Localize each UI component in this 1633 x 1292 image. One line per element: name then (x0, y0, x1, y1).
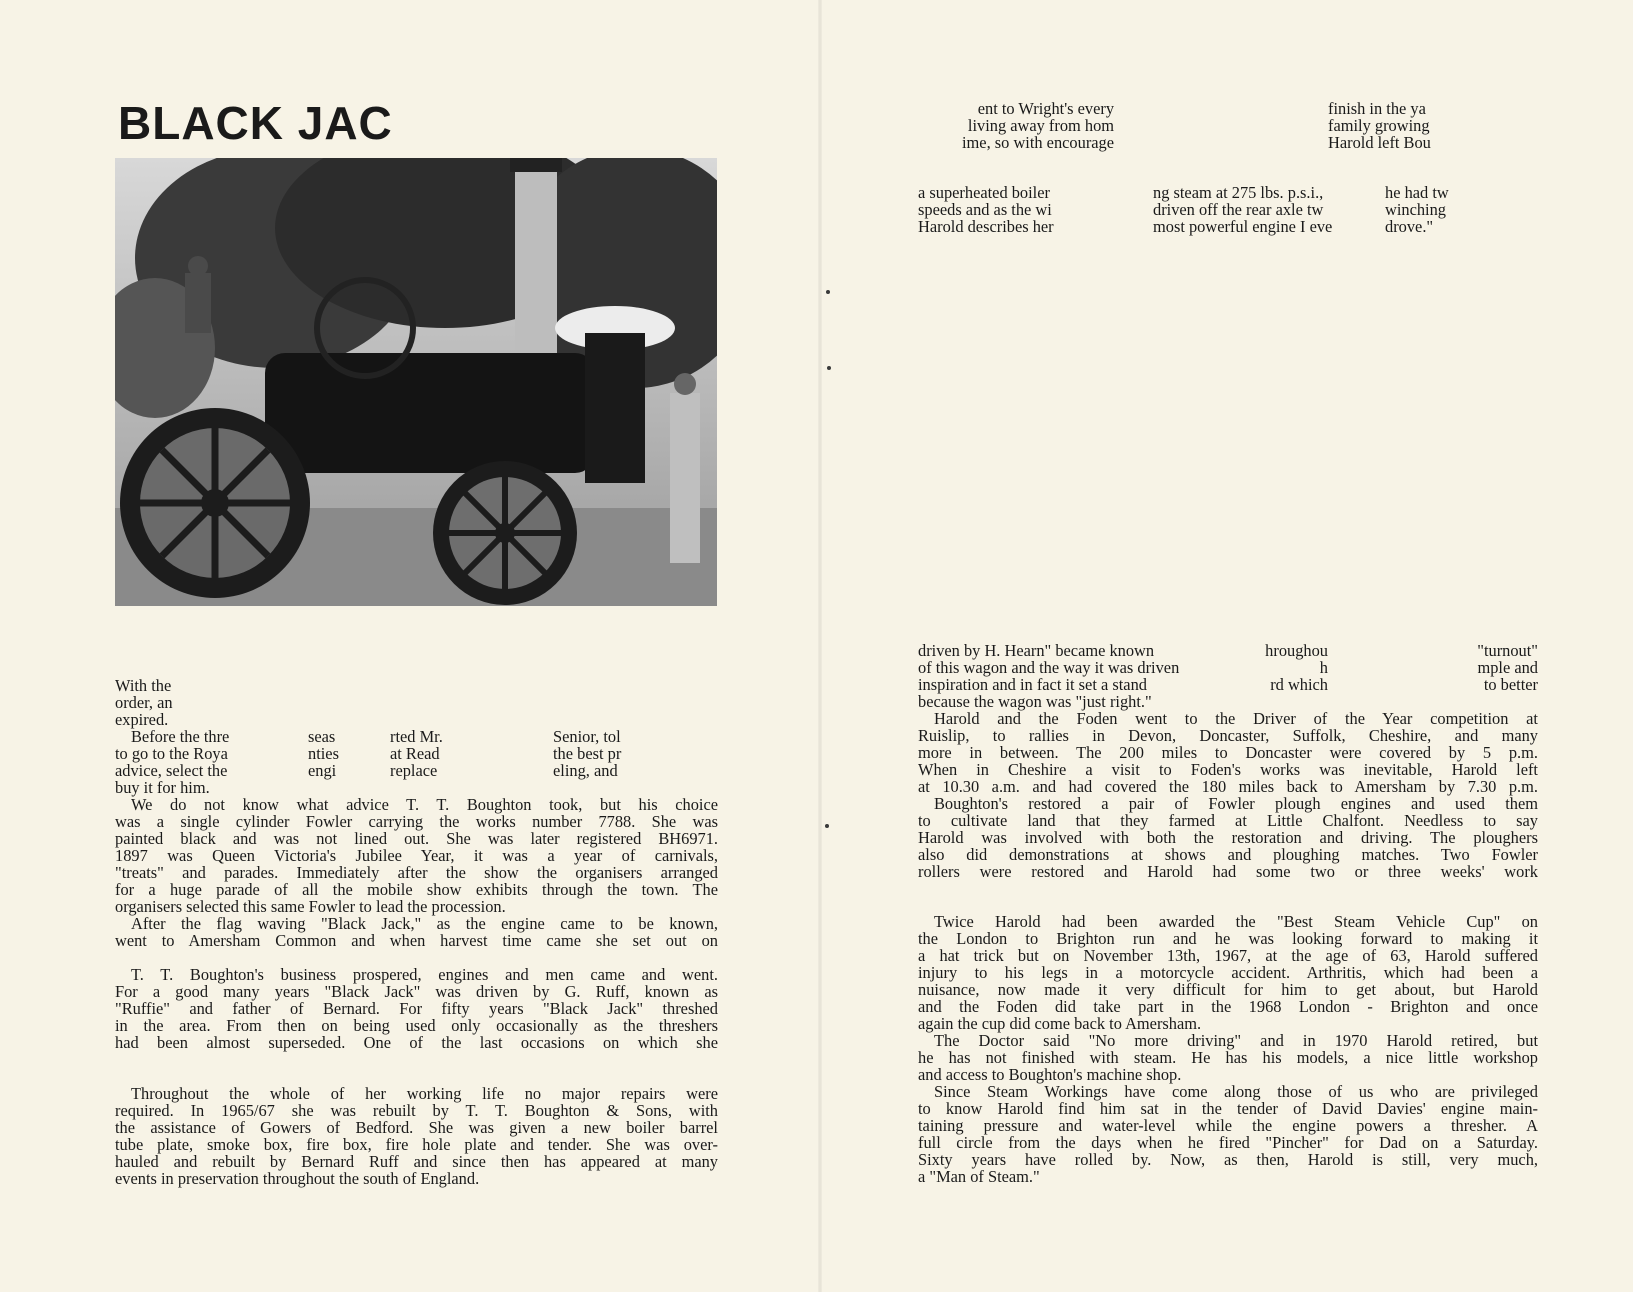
text-line: of this wagon and the way it was driven (918, 658, 1180, 677)
text-line: he has not finished with steam. He has his models, a nice little workshop (918, 1048, 1538, 1067)
intro-column-3 (390, 728, 443, 779)
text-line: rted Mr. (390, 727, 443, 746)
text-line: speeds and as the wi (918, 200, 1052, 219)
text-line: because the wagon was "just right." (918, 692, 1152, 711)
paragraph-advice (115, 796, 718, 949)
text-line: events in preservation throughout the south of England. (115, 1169, 480, 1188)
text-line: replace (390, 761, 438, 780)
text-line: nuisance, now made it very difficult for him to get about, but Harold (918, 980, 1538, 999)
text-line: Ruislip, to rallies in Devon, Doncaster, Suffolk, Cheshire, and many (918, 726, 1538, 745)
text-line: a "Man of Steam." (918, 1167, 1040, 1186)
top-fragment-c (918, 184, 1054, 235)
text-line: most powerful engine I eve (1153, 217, 1333, 236)
text-line: the London to Brighton run and he was looking forward to making it (918, 929, 1538, 948)
text-line: living away from hom (967, 116, 1115, 135)
text-line: a superheated boiler (918, 183, 1050, 202)
text-line: full circle from the days when he fired "Pincher" for Dad on a Saturday. (918, 1133, 1538, 1152)
text-line: driven by H. Hearn" became known (918, 641, 1155, 660)
text-line: We do not know what advice T. T. Boughton took, but his choice (131, 795, 718, 814)
text-line: hroughou (1265, 641, 1328, 660)
text-line: Throughout the whole of her working life no major repairs were (131, 1084, 718, 1103)
paragraph-cup (918, 913, 1538, 1185)
mid-fragment-b (1233, 642, 1328, 693)
text-line: h (1319, 658, 1328, 677)
text-line: finish in the ya (1328, 99, 1426, 118)
text-line: rollers were restored and Harold had some two or three weeks' work (918, 862, 1538, 881)
text-line: at Read (390, 744, 440, 763)
text-line: rd which (1270, 675, 1328, 694)
photo-image (115, 158, 717, 606)
text-line: Senior, tol (553, 727, 621, 746)
text-line: ime, so with encourage (962, 133, 1115, 152)
text-line: painted black and was not lined out. She was later registered BH6971. (115, 829, 718, 848)
text-line: organisers selected this same Fowler to lead the procession. (115, 897, 506, 916)
text-line: Harold was involved with both the restoration and driving. The ploughers (918, 828, 1538, 847)
text-line: tube plate, smoke box, fire box, fire hole plate and tender. She was over- (115, 1135, 718, 1154)
text-line: Twice Harold had been awarded the "Best Steam Vehicle Cup" on (934, 912, 1538, 931)
text-line: engi (308, 761, 337, 780)
text-line: winching (1385, 200, 1447, 219)
text-line: to better (1483, 675, 1538, 694)
text-line: a hat trick but on November 13th, 1967, at the age of 63, Harold suffered (918, 946, 1538, 965)
text-line: he had tw (1385, 183, 1449, 202)
text-line: and access to Boughton's machine shop. (918, 1065, 1182, 1084)
text-line: driven off the rear axle tw (1153, 200, 1324, 219)
text-line: to go to the Roya (115, 744, 228, 763)
text-line: the assistance of Gowers of Bedford. She was given a new boiler barrel (115, 1118, 718, 1137)
intro-column-4 (553, 728, 621, 779)
text-line: inspiration and in fact it set a stand (918, 675, 1147, 694)
text-line: buy it for him. (115, 778, 210, 797)
text-line: "Ruffie" and father of Bernard. For fifty years "Black Jack" threshed (115, 999, 718, 1018)
text-line: injury to his legs in a motorcycle accident. Arthritis, which had been a (918, 963, 1538, 982)
article-title: BLACK JAC (118, 97, 393, 149)
text-line: drove." (1385, 217, 1434, 236)
text-line: Before the thre (131, 727, 230, 746)
text-line: Harold describes her (918, 217, 1054, 236)
text-line: and the Foden did take part in the 1968 London - Brighton and once (918, 997, 1538, 1016)
text-line: 1897 was Queen Victoria's Jubilee Year, it was a year of carnivals, (115, 846, 718, 865)
text-line: the best pr (553, 744, 622, 763)
right-page (820, 0, 1633, 1292)
top-fragment-d (1153, 184, 1332, 235)
text-line: order, an (115, 693, 173, 712)
text-line: required. In 1965/67 she was rebuilt by T. T. Boughton & Sons, with (115, 1101, 718, 1120)
text-line: for a huge parade of all the mobile show exhibits through the town. The (115, 880, 718, 899)
mid-fragment-c (1420, 642, 1538, 693)
text-line: again the cup did come back to Amersham. (918, 1014, 1202, 1033)
text-line: With the (115, 676, 172, 695)
paragraph-repairs (115, 1085, 718, 1187)
text-line: was a single cylinder Fowler carrying the works number 7788. She was (115, 812, 718, 831)
text-line: Harold left Bou (1328, 133, 1431, 152)
text-line: The Doctor said "No more driving" and in 1970 Harold retired, but (934, 1031, 1538, 1050)
mid-fragment-a (918, 642, 1179, 710)
text-line: mple and (1477, 658, 1538, 677)
text-line: family growing (1328, 116, 1430, 135)
text-line: Since Steam Workings have come along those of us who are privileged (934, 1082, 1538, 1101)
text-line: advice, select the (115, 761, 228, 780)
text-line: in the area. From then on being used only occasionally as the threshers (115, 1016, 718, 1035)
text-line: ng steam at 275 lbs. p.s.i., (1153, 183, 1324, 202)
text-line: seas (308, 727, 336, 746)
text-line: After the flag waving "Black Jack," as the engine came to be known, (131, 914, 718, 933)
text-line: "treats" and parades. Immediately after the show the organisers arranged (115, 863, 718, 882)
text-line: Boughton's restored a pair of Fowler plough engines and used them (934, 794, 1538, 813)
text-line: Harold and the Foden went to the Driver of the Year competition at (934, 709, 1538, 728)
top-fragment-a (962, 100, 1114, 151)
text-line: nties (308, 744, 339, 763)
text-line: When in Cheshire a visit to Foden's works was inevitable, Harold left (918, 760, 1538, 779)
text-line: also did demonstrations at shows and ploughing matches. Two Fowler (918, 845, 1538, 864)
text-line: "turnout" (1477, 641, 1538, 660)
traction-engine-photo (115, 158, 717, 606)
text-line: to cultivate land that they farmed at Little Chalfont. Needless to say (918, 811, 1538, 830)
text-line: more in between. The 200 miles to Doncaster were covered by 5 p.m. (918, 743, 1538, 762)
text-line: expired. (115, 710, 169, 729)
text-line: went to Amersham Common and when harvest time came she set out on (115, 931, 718, 950)
text-line: eling, and (553, 761, 618, 780)
text-line: ent to Wright's every (977, 99, 1115, 118)
text-line: had been almost superseded. One of the last occasions on which she (115, 1033, 718, 1052)
intro-column-2 (308, 728, 339, 779)
text-line: at 10.30 a.m. and had covered the 180 miles back to Amersham by 7.30 p.m. (918, 777, 1538, 796)
text-line: to know Harold find him sat in the tender of David Davies' engine main- (918, 1099, 1538, 1118)
text-line: Sixty years have rolled by. Now, as then, Harold is still, very much, (918, 1150, 1538, 1169)
intro-column-1 (115, 677, 229, 796)
top-fragment-e (1385, 184, 1449, 235)
paragraph-foden (918, 710, 1538, 880)
top-fragment-b (1328, 100, 1431, 151)
paragraph-business (115, 966, 718, 1051)
text-line: hauled and rebuilt by Bernard Ruff and since then has appeared at many (115, 1152, 718, 1171)
text-line: taining pressure and water-level while the engine powers a thresher. A (918, 1116, 1538, 1135)
text-line: T. T. Boughton's business prospered, engines and men came and went. (131, 965, 718, 984)
text-line: For a good many years "Black Jack" was driven by G. Ruff, known as (115, 982, 718, 1001)
